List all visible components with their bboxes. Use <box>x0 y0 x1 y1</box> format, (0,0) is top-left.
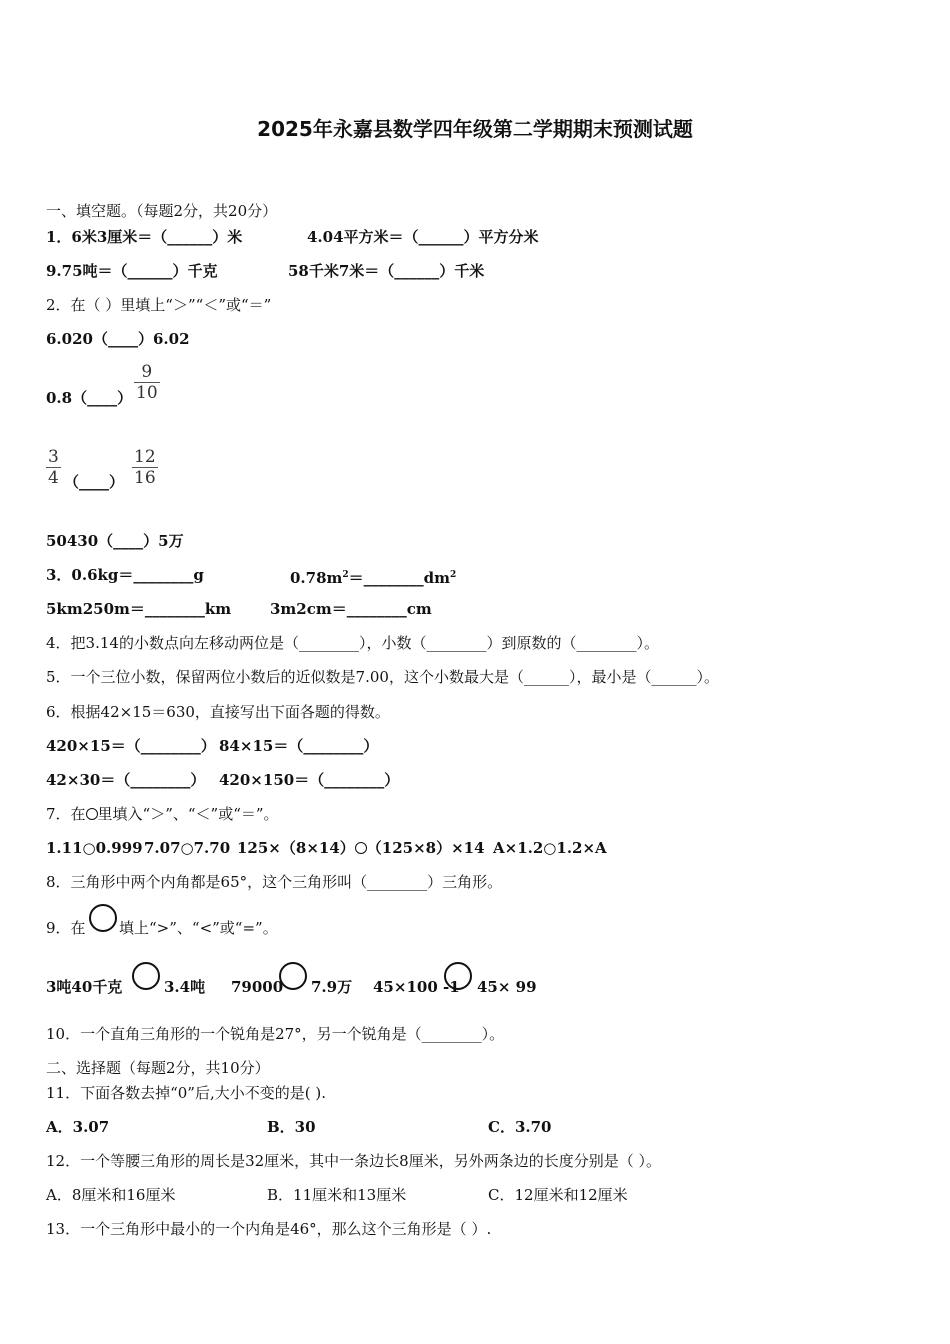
circle-icon <box>132 962 160 990</box>
fraction-denominator: 10 <box>136 383 158 403</box>
superscript-2: 2 <box>450 570 457 580</box>
q8: 8．三角形中两个内角都是65°，这个三角形叫（________）三角形。 <box>46 873 503 891</box>
q6-c: 42×30＝（________） <box>46 771 206 789</box>
q7-c-pre: 125×（8×14） <box>237 839 355 857</box>
circle-icon <box>89 904 117 932</box>
q11-option-c: C．3.70 <box>488 1118 552 1136</box>
q9-post: 填上“>”、“<”或“=”。 <box>119 919 278 937</box>
q12-option-b: B．11厘米和13厘米 <box>267 1186 407 1204</box>
q2-c-fraction-right <box>132 447 158 488</box>
q9-c: 79000 <box>231 978 284 996</box>
q7-pre: 7．在 <box>46 805 86 823</box>
q9-pre: 9．在 <box>46 919 86 937</box>
q1-a: 1．6米3厘米＝（______）米 <box>46 228 243 246</box>
q9-e: 45×100 -1 <box>373 978 460 996</box>
q2-b: 0.8（____） <box>46 389 133 407</box>
q3-b-pre: 0.78m <box>290 569 343 587</box>
q2-a: 6.020（____）6.02 <box>46 330 190 348</box>
fraction-denominator: 4 <box>48 468 59 488</box>
q7-b: 7.07○7.70 <box>144 839 231 857</box>
q3-b-mid: ＝________dm <box>348 569 451 587</box>
q11-option-a: A．3.07 <box>46 1118 110 1136</box>
q6-heading: 6．根据42×15＝630，直接写出下面各题的得数。 <box>46 703 390 721</box>
q11-option-b: B．30 <box>267 1118 316 1136</box>
circle-icon <box>279 962 307 990</box>
q3-b <box>290 566 456 587</box>
circle-icon <box>355 842 367 854</box>
q4: 4．把3.14的小数点向左移动两位是（________），小数（________）到原数的（________）。 <box>46 634 659 652</box>
q3-d: 3m2cm＝________cm <box>270 600 432 618</box>
q7-heading <box>46 805 279 823</box>
section-1-heading: 一、填空题。（每题2分，共20分） <box>46 202 278 220</box>
q12-option-c: C．12厘米和12厘米 <box>488 1186 628 1204</box>
circle-icon <box>444 962 472 990</box>
q7-c <box>237 839 485 857</box>
q9-d: 7.9万 <box>311 978 353 996</box>
q2-b-fraction <box>134 362 160 403</box>
q3-a: 3．0.6kg＝________g <box>46 566 204 584</box>
q12-option-a: A．8厘米和16厘米 <box>46 1186 176 1204</box>
q7-a: 1.11○0.999 <box>46 839 143 857</box>
q9-b: 3.4吨 <box>164 978 206 996</box>
q3-c: 5km250m＝________km <box>46 600 232 618</box>
page-title: 2025年永嘉县数学四年级第二学期期末预测试题 <box>257 117 693 141</box>
superscript-2: 2 <box>342 570 349 580</box>
circle-icon <box>86 808 98 820</box>
q2-heading: 2．在（ ）里填上“＞”“＜”或“＝” <box>46 296 272 314</box>
q11: 11．下面各数去掉“0”后,大小不变的是( ). <box>46 1084 326 1102</box>
fraction-numerator: 9 <box>141 362 153 382</box>
fraction-numerator: 3 <box>48 447 59 467</box>
q1-b: 4.04平方米＝（______）平方分米 <box>307 228 539 246</box>
q12: 12．一个等腰三角形的周长是32厘米，其中一条边长8厘米，另外两条边的长度分别是（ ）。 <box>46 1152 661 1170</box>
q9-f: 45× 99 <box>477 978 537 996</box>
q7-d: A×1.2○1.2×A <box>493 839 607 857</box>
fraction-numerator: 12 <box>134 447 156 467</box>
q13: 13．一个三角形中最小的一个内角是46°，那么这个三角形是（ ）. <box>46 1220 492 1238</box>
q2-d: 50430（____）5万 <box>46 532 184 550</box>
section-2-heading: 二、选择题（每题2分，共10分） <box>46 1059 270 1077</box>
q2-c-blank: （____） <box>64 473 125 491</box>
q6-b: 84×15＝（________） <box>219 737 379 755</box>
q6-d: 420×150＝（________） <box>219 771 400 789</box>
q7-post: 里填入“＞”、“＜”或“＝”。 <box>97 805 279 823</box>
q10: 10．一个直角三角形的一个锐角是27°，另一个锐角是（________）。 <box>46 1025 505 1043</box>
q5: 5．一个三位小数，保留两位小数后的近似数是7.00，这个小数最大是（______），最小是（______）。 <box>46 668 719 686</box>
q1-d: 58千米7米＝（______）千米 <box>288 262 485 280</box>
fraction-denominator: 16 <box>134 468 156 488</box>
q7-c-post: （125×8）×14 <box>366 839 485 857</box>
q6-a: 420×15＝（________） <box>46 737 216 755</box>
q2-c-fraction-left <box>46 447 61 488</box>
q1-c: 9.75吨＝（______）千克 <box>46 262 218 280</box>
q9-a: 3吨40千克 <box>46 978 123 996</box>
